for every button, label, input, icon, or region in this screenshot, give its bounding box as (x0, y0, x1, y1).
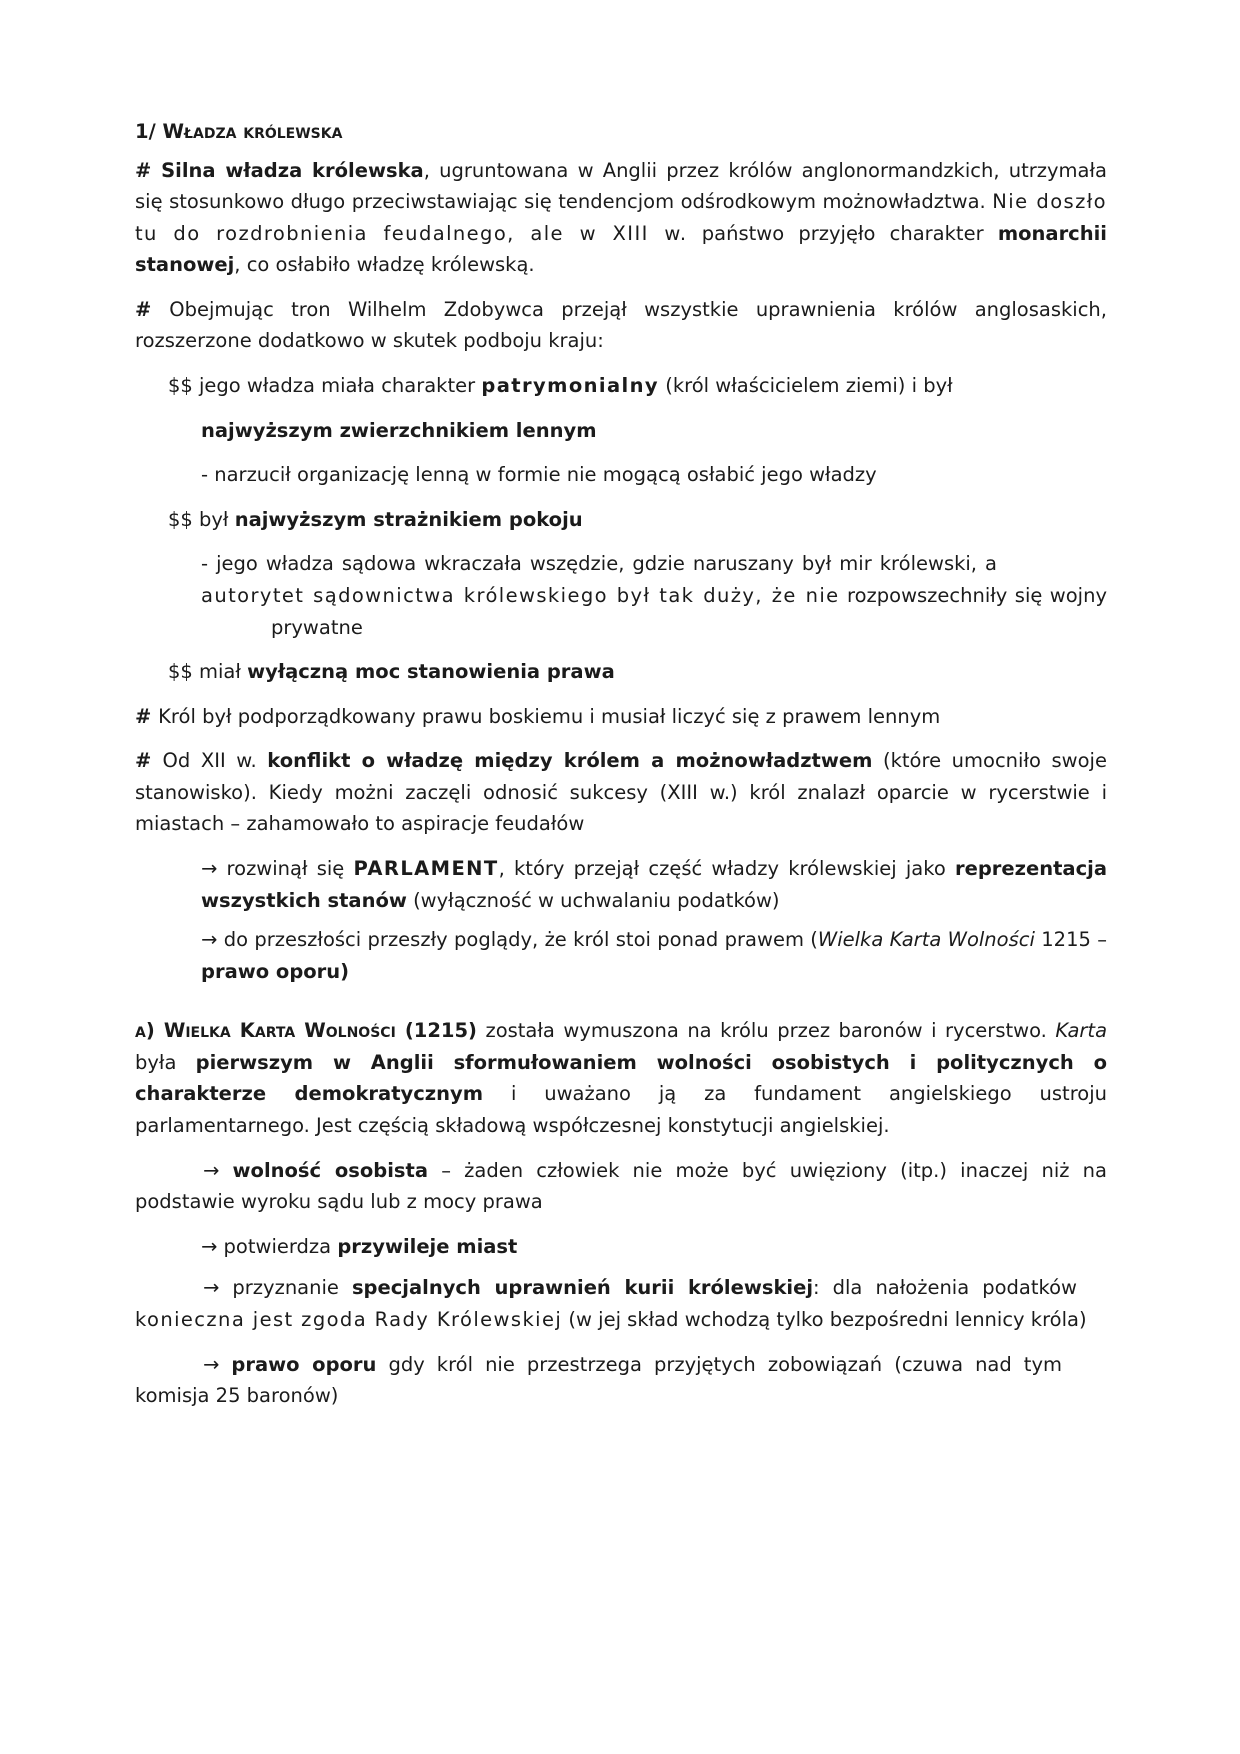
bullet-marker: $$ (168, 507, 200, 531)
bullet-continuation (135, 415, 1107, 447)
arrow-marker: → (201, 1234, 224, 1258)
paragraph (135, 701, 1107, 733)
dash-item (135, 459, 1107, 491)
text-segment: wyłączną moc stanowienia prawa (247, 660, 615, 684)
arrow-item (135, 1272, 1107, 1335)
arrow-item (135, 1155, 1107, 1218)
text-segment: autorytet sądownictwa królewskiego był tak duży, że nie (201, 583, 840, 607)
text-segment: rozwinął się (226, 856, 354, 880)
paragraph (135, 1015, 1107, 1141)
text-segment: potwierdza (223, 1234, 338, 1258)
document-content (135, 116, 1107, 1412)
text-segment: Obejmując tron Wilhelm Zdobywca przejął wszystkie uprawnienia królów anglosaskich, rozszerzone dodatkowo w skutek podboju kraju: (135, 297, 1107, 353)
text-segment: Karta (1055, 1019, 1108, 1043)
text-segment: (które umocniło swoje stanowisko). Kiedy możni zaczęli odnosić sukcesy (XIII w.) król znalazł oparcie w rycerstwie i miastach – zahamowało to aspiracje feudałów (135, 749, 1107, 836)
arrow-marker: → (203, 1158, 233, 1182)
text-segment: (wyłączność w uchwalaniu podatków) (406, 888, 780, 912)
text-segment: miał (199, 660, 248, 684)
text-segment: Władza królewska (162, 120, 343, 143)
text-segment: była (135, 1050, 196, 1074)
paragraph (135, 294, 1107, 357)
text-segment: Nie doszło tu do rozdrobnienia feudalnego, ale w XIII w. (135, 190, 1107, 245)
text-segment: , co osłabiło władzę królewską. (234, 253, 535, 277)
text-segment: najwyższym zwierzchnikiem lennym (201, 418, 597, 442)
text-segment: PARLAMENT (353, 856, 499, 880)
text-segment: prywatne (271, 615, 363, 639)
text-segment: komisja 25 baronów) (135, 1384, 339, 1408)
dash-item (135, 548, 1107, 643)
arrow-item (135, 924, 1107, 987)
text-segment: została wymuszona na królu przez baronów i rycerstwo. (476, 1019, 1056, 1043)
text-segment: reprezentacja wszystkich stanów (201, 856, 1107, 912)
arrow-item (135, 853, 1107, 916)
dash-marker: - (201, 463, 215, 487)
space-gap (1077, 1292, 1107, 1294)
text-segment: wolność osobista (232, 1158, 429, 1182)
text-segment: państwo przyjęło charakter (687, 221, 998, 245)
text-segment: patrymonialny (481, 374, 660, 398)
section-heading (135, 116, 1107, 148)
text-segment: 1215 – (1034, 928, 1108, 952)
dash-marker: - (201, 552, 217, 576)
text-segment: konieczna jest zgoda Rady Królewskiej (135, 1307, 563, 1331)
text-segment: – żaden człowiek nie może być uwięziony (itp.) inaczej niż na podstawie wyroku sądu lub z mocy prawa (135, 1158, 1107, 1214)
text-segment: specjalnych uprawnień kurii królewskiej (351, 1276, 814, 1300)
bullet-item (135, 504, 1107, 536)
bullet-marker: $$ (168, 374, 200, 398)
text-segment: Wielka Karta Wolności (817, 928, 1035, 952)
text-segment: , ugruntowana w Anglii przez królów anglonormandzkich, utrzymała się stosunkowo długo przeciwstawiając się tendencjom odśrodkowym możnowładztwa. (135, 158, 1107, 214)
bullet-item (135, 656, 1107, 688)
text-segment: (w jej skład wchodzą tylko bezpośredni lennicy króla) (562, 1307, 1087, 1331)
text-segment: narzucił organizację lenną w formie nie mogącą osłabić jego władzy (214, 463, 877, 487)
text-segment: # Silna władza królewska (135, 158, 424, 182)
arrow-marker: → (203, 1352, 232, 1376)
bullet-item (135, 370, 1107, 402)
arrow-marker: → (201, 856, 227, 880)
text-segment: # (135, 704, 159, 728)
text-segment: , który przejął część władzy królewskiej jako (498, 856, 955, 880)
text-segment: i uważano ją za fundament angielskiego ustroju parlamentarnego. Jest częścią składową współczesnej konstytucji angielskiej. (135, 1082, 1107, 1138)
text-segment: pierwszym w Anglii sformułowaniem wolności osobistych i politycznych o charakterze demokratycznym (135, 1050, 1107, 1106)
text-segment: konflikt o władzę między królem a możnowładztwem (267, 749, 873, 773)
text-segment: Od XII w. (162, 749, 268, 773)
arrow-item (135, 1231, 1107, 1263)
arrow-item (135, 1349, 1107, 1412)
text-segment: do przeszłości przeszły poglądy, że król stoi ponad prawem ( (223, 928, 818, 952)
text-segment: # (135, 297, 170, 321)
text-segment: # (135, 749, 163, 773)
space-gap (201, 632, 271, 634)
bullet-marker: $$ (168, 660, 200, 684)
text-segment: przyznanie (232, 1276, 352, 1300)
arrow-marker: → (201, 928, 224, 952)
text-segment: Król był podporządkowany prawu boskiemu i musiał liczyć się z prawem lennym (158, 704, 941, 728)
text-segment: jego władza miała charakter (199, 374, 482, 398)
paragraph (135, 155, 1107, 281)
text-segment: (król właścicielem ziemi) i był (659, 374, 953, 398)
paragraph (135, 745, 1107, 840)
space-gap (1062, 1369, 1107, 1371)
text-segment: rozpowszechniły się wojny (839, 583, 1107, 607)
text-segment: prawo oporu) (201, 959, 350, 983)
text-segment: 1/ (135, 120, 163, 143)
text-segment: przywileje miast (337, 1234, 518, 1258)
arrow-marker: → (203, 1276, 233, 1300)
text-segment: jego władza sądowa wkraczała wszędzie, gdzie naruszany był mir królewski, a (216, 552, 997, 576)
text-segment: najwyższym strażnikiem pokoju (234, 507, 583, 531)
text-segment: monarchii stanowej (135, 221, 1107, 277)
text-segment: był (199, 507, 235, 531)
text-segment: prawo oporu (231, 1352, 377, 1376)
text-segment: : dla nałożenia podatków (813, 1276, 1077, 1300)
text-segment: gdy król nie przestrzega przyjętych zobowiązań (czuwa nad tym (376, 1352, 1062, 1376)
space-gap (997, 568, 1107, 570)
text-segment: a) Wielka Karta Wolności (1215) (135, 1019, 477, 1043)
